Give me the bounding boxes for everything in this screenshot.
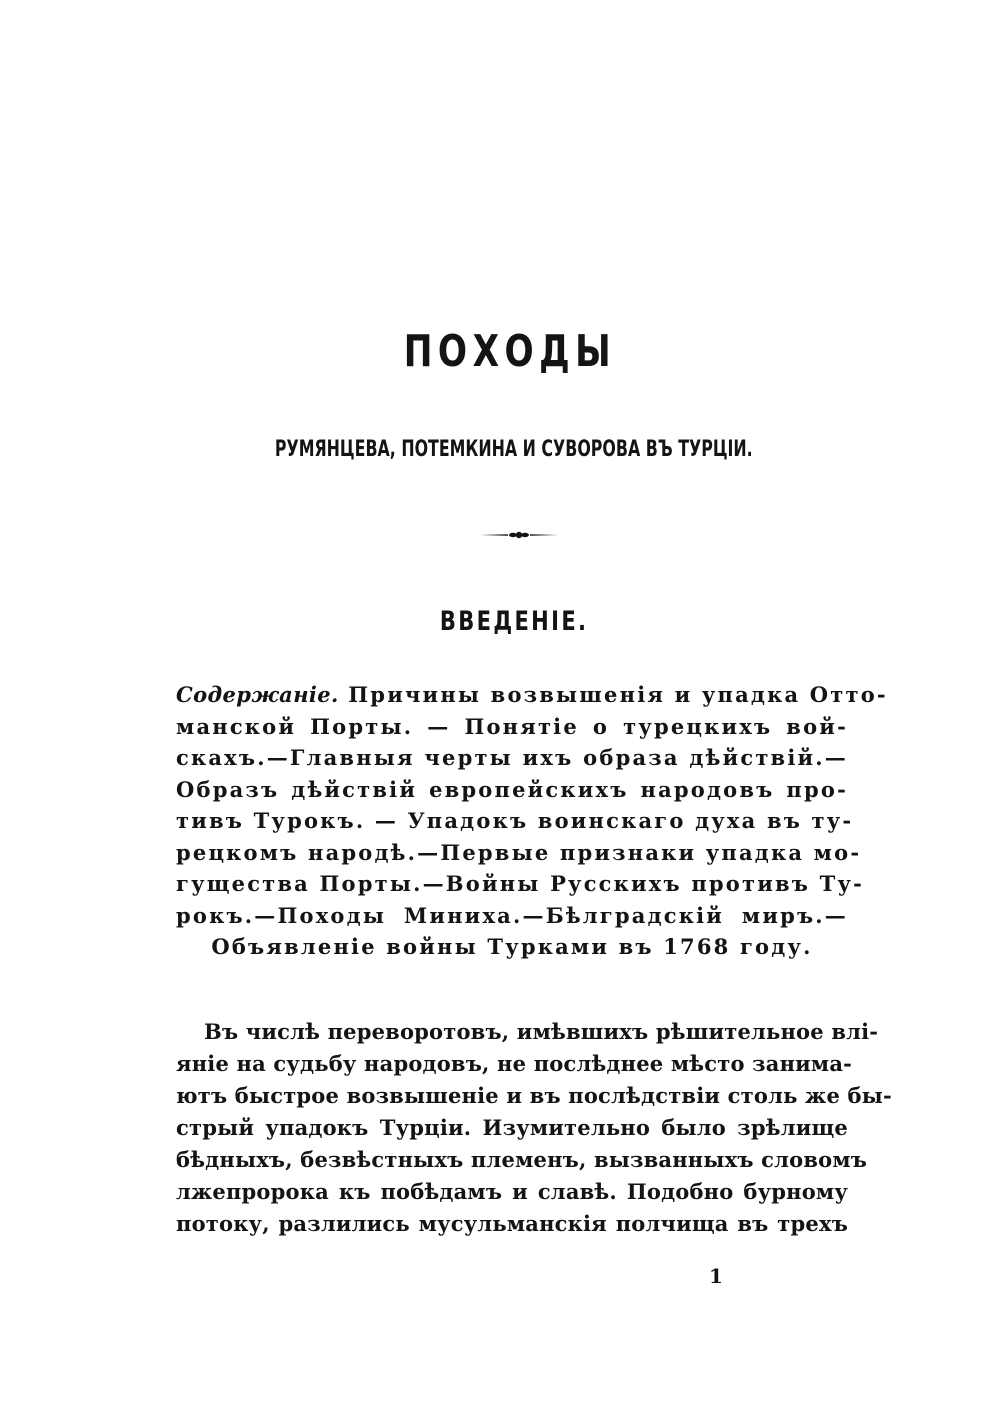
body-paragraph [176, 1016, 892, 1240]
summary-label: Содержаніе. [176, 682, 339, 707]
page-number: 1 [709, 1264, 723, 1288]
body-line: стрый упадокъ Турціи. Изумительно было зрѣлище [176, 1115, 848, 1140]
summary-line-text: Причины возвышенія и упадка Отто- [348, 682, 888, 707]
summary-line: рокъ.—Походы Миниха.—Бѣлградскій миръ.— [176, 902, 848, 928]
body-line: ютъ быстрое возвышеніе и въ послѣдствіи столь же бы- [176, 1083, 892, 1108]
summary-line: тивъ Турокъ. — Упадокъ воинскаго духа въ ту- [176, 808, 854, 833]
body-line: яніе на судьбу народовъ, не послѣднее мѣсто занима- [176, 1051, 853, 1076]
ornament-divider [478, 527, 560, 543]
summary-line: рецкомъ народѣ.—Первые признаки упадка мо- [176, 839, 862, 865]
body-line: Въ числѣ переворотовъ, имѣвшихъ рѣшительное влі- [204, 1019, 879, 1044]
page-subtitle: РУМЯНЦЕВА, ПОТЕМКИНА И СУВОРОВА ВЪ ТУРЦІИ. [274, 437, 753, 462]
summary-line: манской Порты. — Понятіе о турецкихъ вой- [176, 713, 848, 739]
chapter-summary [176, 679, 888, 963]
body-line: лжепророка къ побѣдамъ и славѣ. Подобно бурному [176, 1179, 848, 1204]
summary-line: скахъ.—Главныя черты ихъ образа дѣйствій.— [176, 745, 848, 770]
summary-line: гущества Порты.—Войны Русскихъ противъ Ту- [176, 871, 864, 896]
body-line: потоку, разлились мусульманскія полчища въ трехъ [176, 1211, 848, 1236]
summary-line: Образъ дѣйствій европейскихъ народовъ про- [176, 776, 848, 802]
section-heading: ВВЕДЕНІЕ. [439, 606, 589, 637]
body-line: бѣдныхъ, безвѣстныхъ племенъ, вызванныхъ словомъ [176, 1147, 868, 1172]
summary-line: Объявленіе войны Турками въ 1768 году. [211, 934, 813, 959]
page-title: ПОХОДЫ [403, 326, 617, 377]
summary-line [176, 679, 888, 711]
